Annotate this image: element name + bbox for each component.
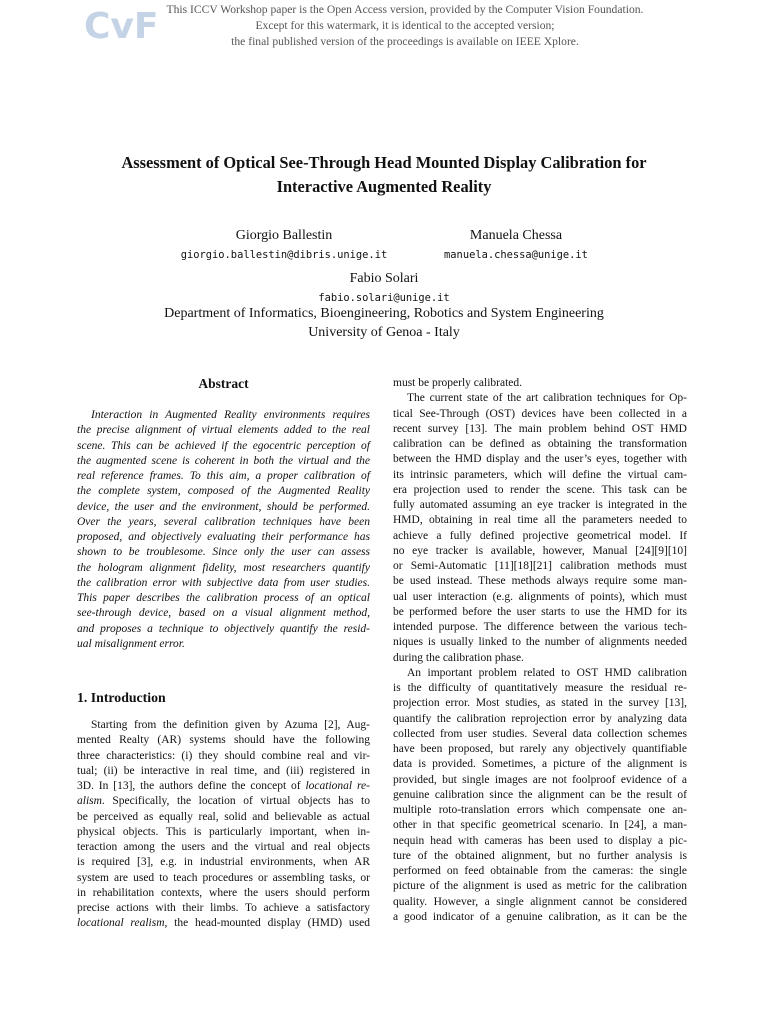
- author-name: Manuela Chessa: [469, 228, 563, 243]
- watermark-line: This ICCV Workshop paper is the Open Access version, provided by the Computer Vision Foundation.: [166, 3, 644, 16]
- text-line: This paper describes the calibration process of an optical: [77, 592, 370, 604]
- cvf-logo-text: CvF: [84, 6, 159, 47]
- emphasis: locational realism: [77, 917, 165, 930]
- text-line: see-through device, based on a visual alignment method,: [77, 607, 370, 620]
- text-line: during the calibration phase.: [393, 651, 524, 664]
- text-line: Interaction in Augmented Reality environments requires: [91, 409, 370, 421]
- text-line: no eye tracker is available, however, Manual [24][9][10]: [393, 544, 687, 557]
- text-line: have been proposed, but rarely any objectively quantifiable: [393, 743, 687, 755]
- author-name: Fabio Solari: [349, 271, 419, 286]
- text-line: the hologram alignment fidelity, most researchers quantify: [77, 561, 370, 574]
- text-line: ture of the obtained alignment, but no further analysis is: [393, 849, 687, 862]
- text-line: niques is usually linked to the number of alignments needed: [393, 636, 687, 649]
- text-span: . Specifically, the location of virtual objects has to: [101, 795, 370, 808]
- text-line: the augmented scene is coherent in both the virtual and the: [77, 454, 370, 467]
- text-line: proposed, and objectively evaluating their performance has: [77, 531, 370, 543]
- text-line: The current state of the art calibration techniques for Op-: [407, 392, 687, 405]
- text-line: [77, 794, 370, 809]
- text-line: picture of the alignment is used as metric for the calibration: [393, 880, 687, 893]
- text-line: physical objects. This is particularly important, when in-: [77, 825, 370, 838]
- text-line: the calibration error with subjective data from user studies.: [77, 576, 370, 589]
- paper-title: [60, 151, 708, 199]
- author-email[interactable]: manuela.chessa@unige.it: [444, 249, 588, 261]
- text-line: a good indicator of a genuine calibration, as it can be the: [393, 910, 687, 923]
- cvf-logo: [84, 4, 159, 47]
- text-line: projection error. Most studies, as stated in the survey [13],: [393, 697, 687, 710]
- affiliation-line: Department of Informatics, Bioengineering, Robotics and System Engineering: [164, 306, 604, 321]
- text-line: era projection used to render the scene. This task can be: [393, 483, 687, 496]
- text-line: other in that specific geometrical scenario. In [24], a man-: [393, 819, 687, 832]
- text-line: between the HMD display and the user’s eyes, together with: [393, 453, 687, 466]
- text-line: must be properly calibrated.: [393, 377, 523, 389]
- text-line: genuine calibration since the alignment can be the result of: [393, 788, 687, 801]
- text-line: its intrinsic parameters, which will define the virtual cam-: [393, 468, 687, 481]
- text-line: scene. This can be achieved if the egocentric perception of: [77, 439, 370, 452]
- text-line: or Semi-Automatic [11][18][21] calibration methods must: [393, 560, 687, 572]
- text-line: recent survey [13]. The main problem behind OST HMD: [393, 422, 687, 435]
- title-line: Interactive Augmented Reality: [276, 177, 492, 196]
- text-line: teraction among the users and the virtual and real objects: [77, 841, 370, 853]
- watermark-line: the final published version of the proceedings is available on IEEE Xplore.: [231, 35, 579, 48]
- text-line: multiple roto-translation errors which compensate one an-: [393, 804, 687, 816]
- text-line: and proposes a technique to objectively quantify the resid-: [77, 622, 370, 635]
- text-line: tical See-Through (OST) devices have been collected in a: [393, 407, 687, 420]
- abstract-text: [77, 408, 370, 652]
- author-name: Giorgio Ballestin: [235, 228, 333, 243]
- text-line: is required [3], e.g. in industrial environments, when AR: [77, 856, 370, 869]
- text-line: three characteristics: (i) they should combine real and vir-: [77, 749, 370, 762]
- text-line: shown to be troublesome. Since only the user can assess: [77, 546, 370, 559]
- watermark-line: Except for this watermark, it is identical to the accepted version;: [255, 19, 555, 32]
- author-block: [366, 227, 666, 262]
- text-line: the precise alignment of virtual elements added to the real: [77, 424, 370, 437]
- text-line: quality. However, a single alignment cannot be considered: [393, 895, 687, 908]
- affiliation-line: University of Genoa - Italy: [308, 325, 460, 340]
- text-line: be used instead. These methods always require some man-: [393, 575, 687, 588]
- text-line: ual misalignment error.: [77, 637, 185, 650]
- text-line: be perceived as equally real, solid and believable as actual: [77, 810, 370, 823]
- text-line: data is provided. Sometimes, a picture of the alignment is: [393, 758, 687, 771]
- text-line: precise actions with their limbs. To achieve a satisfactory: [77, 902, 370, 914]
- text-line: is the difficulty of quantitatively measure the residual re-: [393, 682, 687, 694]
- emphasis: alism: [77, 795, 102, 808]
- text-line: achieve a fully defined projective geometrical model. If: [393, 529, 687, 542]
- text-line: An important problem related to OST HMD calibration: [407, 666, 687, 679]
- text-line: collected from user studies. Several data collection schemes: [393, 727, 687, 740]
- watermark-notice: [150, 2, 660, 50]
- text-line: real reference frames. To this aim, a proper calibration of: [77, 470, 370, 482]
- text-line: fully automated assuming an eye tracker is integrated in the: [393, 499, 687, 511]
- section-heading: 1. Introduction: [77, 690, 166, 705]
- author-email[interactable]: giorgio.ballestin@dibris.unige.it: [180, 249, 388, 261]
- text-line: system are used to teach procedures or assembling tasks, or: [77, 871, 370, 884]
- text-line: ual user interaction (e.g. alignments of points), which must: [393, 590, 687, 603]
- emphasis: locational re-: [305, 780, 370, 792]
- text-span: 3D. In [13], the authors define the concept of: [77, 780, 306, 792]
- text-line: performed on feed obtainable from the cameras: the single: [393, 865, 687, 877]
- text-span: , the head-mounted display (HMD) used: [164, 917, 370, 930]
- text-line: the complete system, composed of the Augmented Reality: [77, 485, 370, 498]
- text-line: [77, 916, 370, 931]
- text-line: calibration can be defined as obtaining the transformation: [393, 438, 687, 450]
- text-line: quantify the calibration reprojection error by analyzing data: [393, 712, 687, 725]
- text-line: in rehabilitation contexts, where the users should perform: [77, 886, 370, 899]
- text-line: mented Realty (AR) systems should have the following: [77, 734, 370, 747]
- text-line: intended purpose. The difference between the various tech-: [393, 621, 687, 633]
- text-line: device, the user and the environment, should be performed.: [77, 500, 370, 513]
- text-line: be performed before the user starts to use the HMD for its: [393, 605, 687, 618]
- title-line: Assessment of Optical See-Through Head Mounted Display Calibration for: [121, 153, 647, 172]
- author-block: [234, 270, 534, 305]
- affiliation: [84, 304, 684, 342]
- text-line: provided, but single images are not foolproof evidence of a: [393, 773, 687, 786]
- right-column-text: [393, 376, 687, 925]
- text-line: [77, 779, 370, 794]
- text-line: nequin head with cameras has been used to display a pic-: [393, 834, 687, 847]
- text-line: Starting from the definition given by Azuma [2], Aug-: [91, 719, 370, 731]
- text-line: HMD, obtaining in real time all the parameters needed to: [393, 514, 687, 527]
- text-line: tual; (ii) be interactive in real time, and (iii) registered in: [77, 764, 370, 777]
- introduction-text: [77, 718, 370, 932]
- author-email[interactable]: fabio.solari@unige.it: [318, 292, 450, 304]
- abstract-heading: Abstract: [198, 376, 249, 391]
- text-line: Over the years, several calibration techniques have been: [77, 515, 370, 528]
